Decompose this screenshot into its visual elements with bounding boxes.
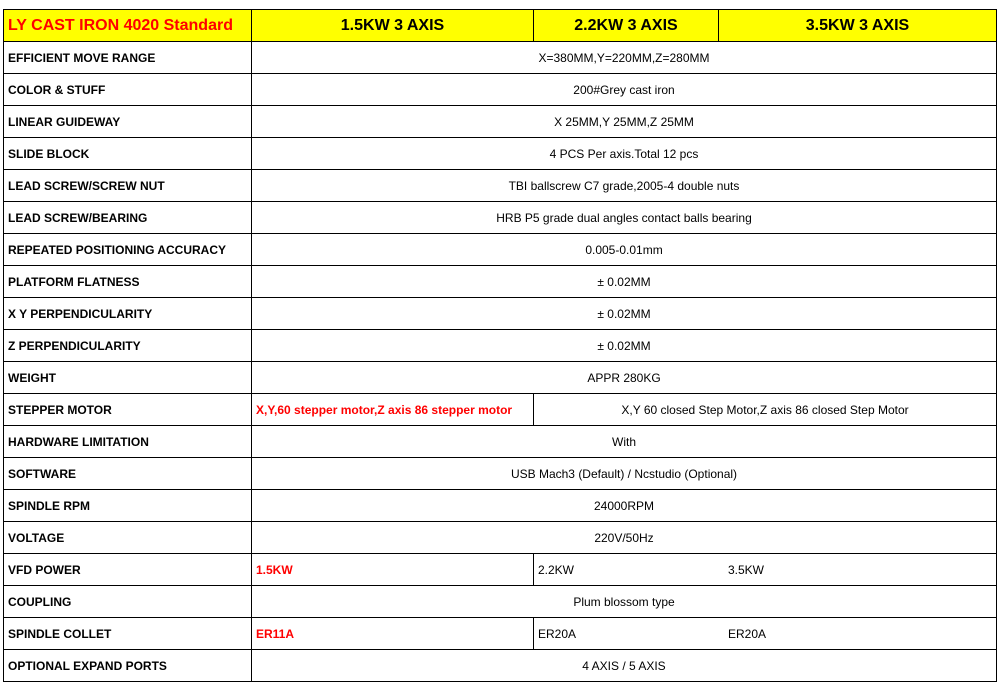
column-header-3-5kw: 3.5KW 3 AXIS [719, 10, 997, 42]
row-label: COLOR & STUFF [4, 74, 252, 106]
row-label: SPINDLE RPM [4, 490, 252, 522]
row-value: TBI ballscrew C7 grade,2005-4 double nuts [252, 170, 997, 202]
row-value-3-5kw: 3.5KW [728, 562, 765, 577]
row-value-3-5kw: ER20A [728, 626, 767, 641]
row-value-1-5kw: ER11A [252, 618, 534, 650]
row-label: PLATFORM FLATNESS [4, 266, 252, 298]
row-value: ± 0.02MM [252, 266, 997, 298]
row-label: VOLTAGE [4, 522, 252, 554]
row-value: 220V/50Hz [252, 522, 997, 554]
table-row [4, 74, 997, 106]
table-row [4, 394, 997, 426]
row-value: 24000RPM [252, 490, 997, 522]
row-label: STEPPER MOTOR [4, 394, 252, 426]
row-label: LINEAR GUIDEWAY [4, 106, 252, 138]
table-row [4, 106, 997, 138]
row-value: X=380MM,Y=220MM,Z=280MM [252, 42, 997, 74]
header-row [4, 10, 997, 42]
table-row [4, 618, 997, 650]
row-label: EFFICIENT MOVE RANGE [4, 42, 252, 74]
row-value-1-5kw: X,Y,60 stepper motor,Z axis 86 stepper motor [252, 394, 534, 426]
row-label: REPEATED POSITIONING ACCURACY [4, 234, 252, 266]
row-value: USB Mach3 (Default) / Ncstudio (Optional) [252, 458, 997, 490]
table-row [4, 138, 997, 170]
spec-table [3, 9, 997, 682]
table-row [4, 330, 997, 362]
row-value: HRB P5 grade dual angles contact balls bearing [252, 202, 997, 234]
row-label: OPTIONAL EXPAND PORTS [4, 650, 252, 682]
row-value-2-2kw-3-5kw [534, 554, 997, 586]
row-label: HARDWARE LIMITATION [4, 426, 252, 458]
table-row [4, 170, 997, 202]
column-header-1-5kw: 1.5KW 3 AXIS [252, 10, 534, 42]
table-row [4, 234, 997, 266]
row-label: SPINDLE COLLET [4, 618, 252, 650]
table-row [4, 490, 997, 522]
table-row [4, 42, 997, 74]
row-value-1-5kw: 1.5KW [252, 554, 534, 586]
row-label: VFD POWER [4, 554, 252, 586]
row-value-2-2kw-3-5kw: X,Y 60 closed Step Motor,Z axis 86 closed Step Motor [534, 394, 997, 426]
table-row [4, 650, 997, 682]
table-row [4, 362, 997, 394]
row-value: APPR 280KG [252, 362, 997, 394]
row-label: WEIGHT [4, 362, 252, 394]
table-row [4, 458, 997, 490]
row-label: X Y PERPENDICULARITY [4, 298, 252, 330]
row-value: ± 0.02MM [252, 298, 997, 330]
table-row [4, 586, 997, 618]
table-row [4, 426, 997, 458]
row-label: SLIDE BLOCK [4, 138, 252, 170]
row-value-2-2kw-3-5kw [534, 618, 997, 650]
row-value: X 25MM,Y 25MM,Z 25MM [252, 106, 997, 138]
row-label: COUPLING [4, 586, 252, 618]
column-header-2-2kw: 2.2KW 3 AXIS [534, 10, 719, 42]
row-value: Plum blossom type [252, 586, 997, 618]
row-label: LEAD SCREW/SCREW NUT [4, 170, 252, 202]
table-row [4, 554, 997, 586]
model-title: LY CAST IRON 4020 Standard [4, 10, 252, 42]
row-value: ± 0.02MM [252, 330, 997, 362]
row-label: Z PERPENDICULARITY [4, 330, 252, 362]
row-value: With [252, 426, 997, 458]
row-value-2-2kw: ER20A [538, 626, 577, 641]
table-row [4, 266, 997, 298]
row-label: LEAD SCREW/BEARING [4, 202, 252, 234]
row-value: 0.005-0.01mm [252, 234, 997, 266]
row-label: SOFTWARE [4, 458, 252, 490]
table-row [4, 202, 997, 234]
table-row [4, 522, 997, 554]
table-row [4, 298, 997, 330]
row-value: 4 PCS Per axis.Total 12 pcs [252, 138, 997, 170]
row-value: 200#Grey cast iron [252, 74, 997, 106]
row-value-2-2kw: 2.2KW [538, 562, 575, 577]
row-value: 4 AXIS / 5 AXIS [252, 650, 997, 682]
